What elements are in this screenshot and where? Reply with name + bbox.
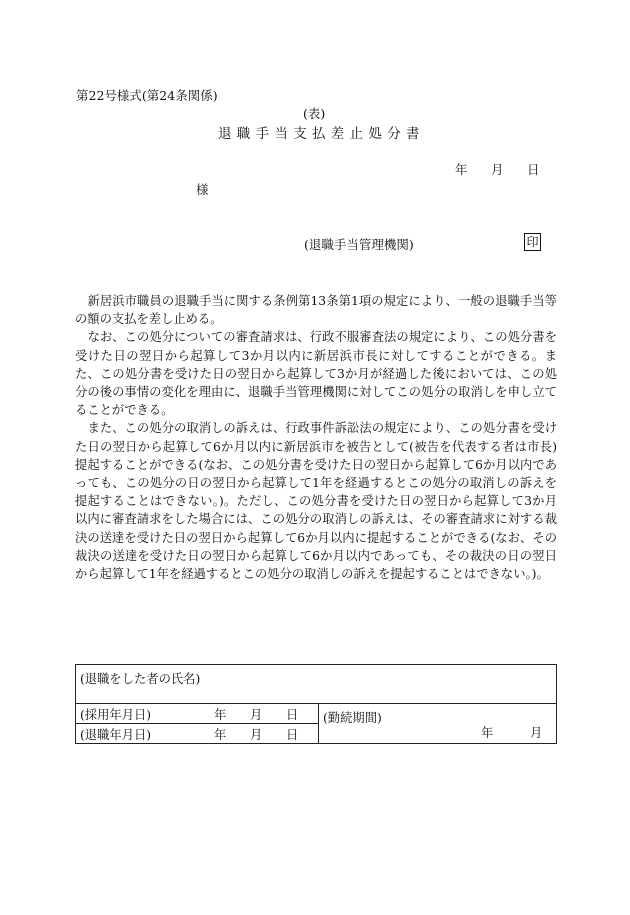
- body-paragraph-3: また、この処分の取消しの訴えは、行政事件訴訟法の規定により、この処分書を受けた日の翌日から起算して6か月以内に新居浜市を被告として(被告を代表する者は市長)提起することができる(なお、この処分書を受けた日の翌日から起算して6か月以内であっても、この処分の日の翌日から起算して1年を経過するとこの処分の取消しの訴えを提起することはできない。)。ただし、この処分書を受けた日の翌日から起算して3か月以内に審査請求をした場合には、この処分の取消しの訴えは、その審査請求に対する裁決の送達を受けた日の翌日から起算して6か月以内に提起することができる(なお、その裁決の送達を受けた日の翌日から起算して6か月以内であっても、その裁決の日の翌日から起算して1年を経過するとこの処分の取消しの訴えを提起することはできない。)。: [75, 421, 557, 582]
- retire-date-label: (退職年月日): [80, 728, 152, 742]
- service-period-label: (勤続期間): [323, 711, 382, 725]
- hire-year: 年: [214, 708, 227, 722]
- body-paragraph-2: なお、この処分についての審査請求は、行政不服審査法の規定により、この処分書を受けた日の翌日から起算して3か月以内に新居浜市長に対してすることができる。また、この処分書を受けた日の翌日から起算して3か月が経過した後においては、この処分の後の事情の変化を理由に、退職手当管理機関に対してこの処分の取消しを申し立てることができる。: [75, 330, 557, 418]
- date-day: 日: [527, 162, 540, 177]
- retire-year: 年: [214, 728, 227, 742]
- hire-month: 月: [250, 708, 263, 722]
- body-text: [75, 292, 557, 583]
- date-month: 月: [491, 162, 504, 177]
- service-period-cell: [319, 704, 557, 744]
- retire-month: 月: [250, 728, 263, 742]
- hire-date-cell: [76, 704, 319, 724]
- issuer-label: (退職手当管理機関): [304, 237, 414, 252]
- retiree-info-table: [75, 664, 557, 744]
- retire-day: 日: [286, 728, 299, 742]
- retiree-name-label: (退職をした者の氏名): [80, 672, 201, 686]
- service-month: 月: [530, 726, 543, 740]
- seal-stamp: 印: [524, 233, 541, 251]
- retire-date-cell: [76, 724, 319, 744]
- retiree-name-cell: [76, 665, 557, 704]
- service-year: 年: [481, 726, 494, 740]
- body-paragraph-1: 新居浜市職員の退職手当に関する条例第13条第1項の規定により、一般の退職手当等の額の支払を差し止める。: [75, 294, 557, 327]
- date-year: 年: [455, 162, 468, 177]
- document-title: 退職手当支払差止処分書: [218, 126, 425, 142]
- addressee-suffix: 様: [196, 182, 209, 197]
- hire-day: 日: [286, 708, 299, 722]
- form-number: 第22号様式(第24条関係): [76, 88, 218, 103]
- hire-date-label: (採用年月日): [80, 708, 152, 722]
- side-label: (表): [303, 106, 326, 121]
